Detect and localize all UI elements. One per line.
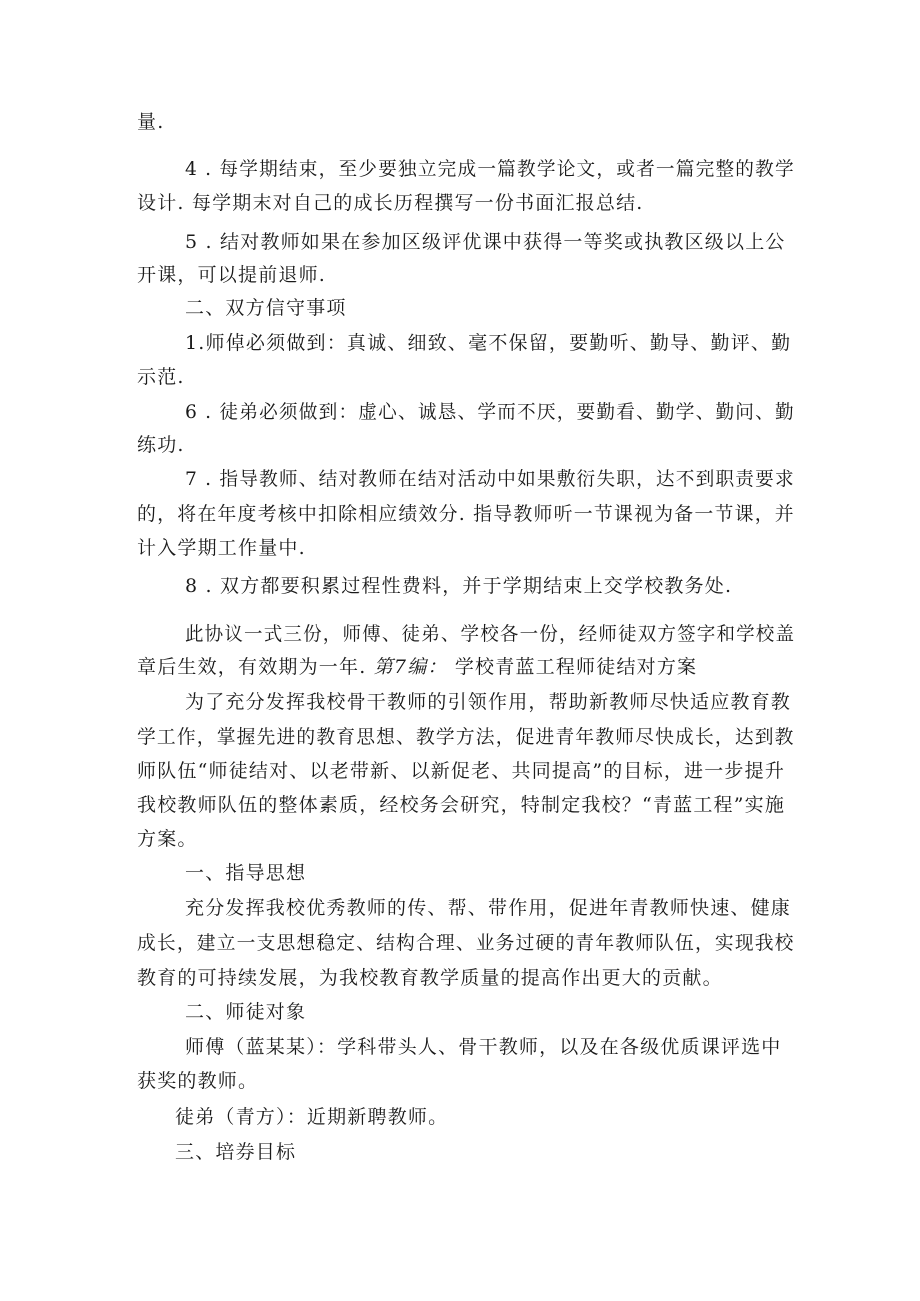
chapter-marker: 第7编： bbox=[373, 656, 448, 678]
text-line: 示范. bbox=[137, 366, 185, 388]
text-line: 设计. 每学期末对自己的成长历程撰写一份书面汇报总结. bbox=[137, 192, 644, 214]
text-line: 4 . 每学期结束，至少要独立完成一篇教学论文，或者一篇完整的教学 bbox=[185, 158, 795, 180]
text-line: 方案。 bbox=[137, 828, 198, 850]
section-heading: 二、双方信守事项 bbox=[185, 297, 347, 319]
text-line: 7 . 指导教师、结对教师在结对活动中如果敷衍失职，达不到职责要求 bbox=[185, 468, 795, 490]
text-line: 我校教师队伍的整体素质，经校务会研究，特制定我校？“青蓝工程”实施 bbox=[137, 794, 786, 816]
section-heading: 二、师徒对象 bbox=[185, 1001, 307, 1023]
text-line: 获奖的教师。 bbox=[137, 1070, 259, 1092]
section-heading: 三、培券目标 bbox=[175, 1141, 297, 1163]
text-line: 量. bbox=[137, 111, 165, 133]
text-line: 为了充分发挥我校骨干教师的引领作用，帮助新教师尽快适应教育教 bbox=[185, 691, 792, 713]
text-line: 6 . 徒弟必须做到：虚心、诚恳、学而不厌，要勤看、勤学、勤问、勤 bbox=[185, 401, 795, 423]
text-line: 徒弟（青方）：近期新聘教师。 bbox=[175, 1106, 449, 1128]
text-line: 计入学期工作量中. bbox=[137, 537, 306, 559]
text-line: 充分发挥我校优秀教师的传、帮、带作用，促进年青教师快速、健康 bbox=[185, 897, 792, 919]
text-span: 章后生效，有效期为一年. bbox=[137, 656, 367, 678]
text-line: 练功. bbox=[137, 434, 185, 456]
text-line: 师队伍“师徒结对、以老带新、以新促老、共同提高”的目标，进一步提升 bbox=[137, 760, 786, 782]
text-line: 成长，建立一支思想稳定、结构合理、业务过硬的青年教师队伍，实现我校 bbox=[137, 932, 795, 954]
text-line: 1.师倬必须做到：真诚、细致、毫不保留，要勤听、勤导、勤评、勤 bbox=[185, 332, 792, 354]
text-line bbox=[137, 655, 697, 679]
text-line: 教育的可持续发展，为我校教育教学质量的提高作出更大的贡献。 bbox=[137, 967, 723, 989]
chapter-title: 学校青蓝工程师徒结对方案 bbox=[454, 656, 698, 678]
text-line: 开课，可以提前退师. bbox=[137, 264, 327, 286]
text-line: 的，将在年度考核中扣除相应绩效分. 指导教师听一节课视为备一节课，并 bbox=[137, 503, 795, 525]
section-heading: 一、指导思想 bbox=[185, 862, 307, 884]
text-line: 5 . 结对教师如果在参加区级评优课中获得一等奖或执教区级以上公 bbox=[185, 231, 786, 253]
text-line: 学工作，掌握先进的教育思想、教学方法，促进青年教师尽快成长，达到教 bbox=[137, 726, 795, 748]
text-line: 师傅（蓝某某）：学科带头人、骨干教师，以及在各级优质课评选中 bbox=[185, 1036, 782, 1058]
text-line: 8 . 双方都要积累过程性费料，并于学期结束上交学校教务处. bbox=[185, 575, 733, 597]
text-line: 此协议一式三份，师傅、徒弟、学校各一份，经师徒双方签字和学校盖 bbox=[185, 623, 796, 645]
